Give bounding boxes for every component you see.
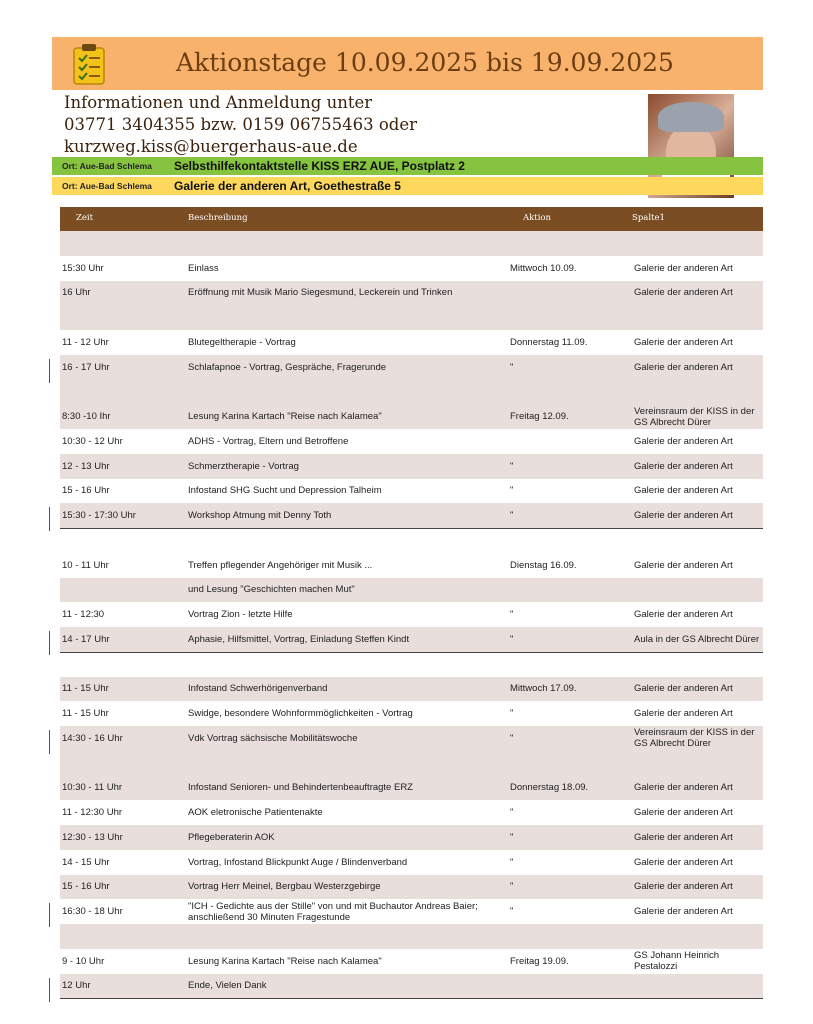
cell-aktion: Freitag 19.09.: [510, 955, 569, 967]
cell-spalte: Galerie der anderen Art: [634, 336, 733, 348]
location-bar-kiss: [52, 157, 763, 175]
cell-aktion: Donnerstag 18.09.: [510, 782, 589, 794]
table-row: [60, 949, 763, 974]
cell-zeit: 11 - 12 Uhr: [62, 336, 109, 348]
table-row: [60, 578, 763, 603]
cell-beschreibung: Vdk Vortrag sächsische Mobilitätswoche: [188, 732, 358, 744]
table-row: [60, 479, 763, 504]
cell-beschreibung: Schmerztherapie - Vortrag: [188, 460, 299, 472]
cell-spalte: GS Johann Heinrich Pestalozzi: [634, 950, 720, 973]
cell-beschreibung: Treffen pflegender Angehöriger mit Musik ...: [188, 559, 373, 571]
table-row: [60, 528, 763, 553]
header-spalte: Spalte1: [632, 213, 665, 223]
cell-spalte: Galerie der anderen Art: [634, 287, 733, 299]
cell-beschreibung: Swidge, besondere Wohnformmöglichkeiten - Vortrag: [188, 708, 413, 720]
table-row: [60, 751, 763, 776]
table-row: [60, 652, 763, 677]
cell-spalte: Galerie der anderen Art: [634, 460, 733, 472]
table-row: [60, 281, 763, 307]
cell-zeit: 12:30 - 13 Uhr: [62, 831, 123, 843]
cell-aktion: [510, 924, 630, 949]
cell-aktion: Donnerstag 11.09.: [510, 336, 588, 348]
cell-zeit: 10 - 11 Uhr: [62, 559, 109, 571]
cell-beschreibung: Schlafapnoe - Vortrag, Gespräche, Fragerunde: [188, 361, 387, 373]
cell-beschreibung: und Lesung "Geschichten machen Mut": [188, 584, 355, 596]
table-row: [60, 726, 763, 752]
cell-zeit: 10:30 - 12 Uhr: [62, 435, 123, 447]
cell-aktion: [510, 578, 630, 603]
cell-zeit: [62, 924, 182, 949]
table-row: [60, 454, 763, 479]
cell-aktion: ": [510, 485, 514, 497]
cell-spalte: [634, 231, 762, 256]
cell-zeit: 16 Uhr: [62, 287, 91, 299]
cell-zeit: 16 - 17 Uhr: [62, 361, 110, 373]
cell-beschreibung: Aphasie, Hilfsmittel, Vortrag, Einladung Steffen Kindt: [188, 633, 410, 645]
cell-beschreibung: Infostand Senioren- und Behindertenbeauftragte ERZ: [188, 782, 413, 794]
location-place: Selbsthilfekontaktstelle KISS ERZ AUE, Postplatz 2: [174, 159, 465, 173]
table-row: [60, 701, 763, 726]
cell-zeit: 12 Uhr: [62, 980, 91, 992]
header-zeit: Zeit: [76, 213, 94, 223]
cell-spalte: Galerie der anderen Art: [634, 856, 733, 868]
table-row: [60, 380, 763, 405]
email-address: kurzweg.kiss@buergerhaus-aue.de: [64, 137, 358, 156]
table-row: [60, 553, 763, 578]
table-row: [60, 256, 763, 281]
phone-numbers: 03771 3404355 bzw. 0159 06755463 oder: [64, 115, 417, 134]
cell-spalte: Galerie der anderen Art: [634, 881, 733, 893]
cell-zeit: 10:30 - 11 Uhr: [62, 782, 123, 794]
header-aktion: Aktion: [523, 213, 552, 223]
table-row: [60, 355, 763, 381]
cell-spalte: [634, 751, 762, 776]
cell-aktion: [510, 305, 630, 330]
cell-spalte: [634, 528, 762, 553]
cell-zeit: [62, 751, 182, 776]
cell-aktion: ": [510, 881, 514, 893]
header-beschreibung: Beschreibung: [188, 213, 248, 223]
cell-spalte: [634, 380, 762, 405]
table-row: [60, 875, 763, 900]
cell-aktion: ": [510, 906, 514, 918]
cell-zeit: 14 - 15 Uhr: [62, 856, 110, 868]
cell-zeit: [62, 652, 182, 677]
cell-zeit: 15:30 Uhr: [62, 262, 104, 274]
table-row: [60, 429, 763, 454]
cell-aktion: ": [510, 732, 514, 744]
table-row: [60, 800, 763, 825]
cell-spalte: Galerie der anderen Art: [634, 361, 733, 373]
cell-beschreibung: Infostand SHG Sucht und Depression Talheim: [188, 485, 382, 497]
cell-spalte: Galerie der anderen Art: [634, 831, 733, 843]
cell-aktion: [510, 751, 630, 776]
cell-zeit: 12 - 13 Uhr: [62, 460, 110, 472]
table-row: [60, 924, 763, 949]
cell-beschreibung: [188, 305, 508, 330]
table-row: [60, 776, 763, 801]
table-row: [60, 627, 763, 653]
cell-aktion: [510, 281, 630, 306]
cell-zeit: 15 - 16 Uhr: [62, 485, 110, 497]
cell-beschreibung: Vortrag, Infostand Blickpunkt Auge / Blindenverband: [188, 856, 408, 868]
cell-aktion: Mittwoch 10.09.: [510, 262, 577, 274]
cell-beschreibung: Ende, Vielen Dank: [188, 980, 267, 992]
cell-spalte: Galerie der anderen Art: [634, 807, 733, 819]
cell-zeit: 11 - 15 Uhr: [62, 708, 109, 720]
table-row: [60, 602, 763, 627]
cell-spalte: Galerie der anderen Art: [634, 559, 733, 571]
cell-zeit: 11 - 12:30: [62, 609, 105, 621]
cell-spalte: [634, 974, 762, 999]
cell-zeit: 8:30 -10 Ihr: [62, 411, 111, 423]
location-label: Ort: Aue-Bad Schlema: [62, 181, 152, 191]
colander-hat-image: [658, 102, 724, 132]
table-row: [60, 850, 763, 875]
cell-zeit: 15 - 16 Uhr: [62, 881, 110, 893]
cell-spalte: Vereinsraum der KISS in der GS Albrecht Dürer: [634, 727, 755, 750]
cell-spalte: Vereinsraum der KISS in der GS Albrecht Dürer: [634, 405, 755, 428]
cell-aktion: Mittwoch 17.09.: [510, 683, 577, 695]
cell-zeit: 14:30 - 16 Uhr: [62, 732, 123, 744]
cell-beschreibung: "ICH - Gedichte aus der Stille" von und mit Buchautor Andreas Baier; anschließend 30 Minuten Fragestunde: [188, 900, 478, 923]
cell-beschreibung: Pflegeberaterin AOK: [188, 831, 275, 843]
cell-zeit: [62, 528, 182, 553]
cell-aktion: [510, 380, 630, 405]
table-row: [60, 825, 763, 850]
cell-aktion: ": [510, 609, 514, 621]
cell-beschreibung: Vortrag Zion - letzte Hilfe: [188, 609, 293, 621]
table-row: [60, 330, 763, 355]
cell-beschreibung: [188, 652, 508, 677]
cell-spalte: Galerie der anderen Art: [634, 708, 733, 720]
cell-spalte: Galerie der anderen Art: [634, 262, 733, 274]
cell-aktion: ": [510, 633, 514, 645]
table-row: [60, 503, 763, 529]
cell-spalte: [634, 578, 762, 603]
location-label: Ort: Aue-Bad Schlema: [62, 161, 152, 171]
location-place: Galerie der anderen Art, Goethestraße 5: [174, 179, 401, 193]
cell-aktion: ": [510, 460, 514, 472]
cell-zeit: 16:30 - 18 Uhr: [62, 906, 123, 918]
cell-zeit: [62, 578, 182, 603]
location-bar-galerie: [52, 177, 763, 195]
checklist-icon: [72, 43, 106, 85]
cell-beschreibung: [188, 751, 508, 776]
cell-beschreibung: [188, 231, 508, 256]
cell-aktion: ": [510, 510, 514, 522]
cell-beschreibung: Lesung Karina Kartach "Reise nach Kalamea": [188, 411, 382, 423]
cell-beschreibung: [188, 380, 508, 405]
cell-beschreibung: Vortrag Herr Meinel, Bergbau Westerzgebirge: [188, 881, 381, 893]
table-row: [60, 231, 763, 256]
cell-zeit: 11 - 12:30 Uhr: [62, 807, 123, 819]
table-row: [60, 404, 763, 429]
cell-aktion: [510, 429, 630, 454]
cell-aktion: [510, 528, 630, 553]
cell-spalte: Galerie der anderen Art: [634, 906, 733, 918]
table-row: [60, 974, 763, 1000]
cell-zeit: [62, 231, 182, 256]
cell-spalte: Aula in der GS Albrecht Dürer: [634, 633, 760, 645]
cell-aktion: ": [510, 856, 514, 868]
table-header: [60, 207, 763, 231]
cell-beschreibung: Eröffnung mit Musik Mario Siegesmund, Leckerein und Trinken: [188, 287, 453, 299]
cell-beschreibung: Infostand Schwerhörigenverband: [188, 683, 328, 695]
cell-spalte: Galerie der anderen Art: [634, 510, 733, 522]
cell-beschreibung: Blutegeltherapie - Vortrag: [188, 336, 296, 348]
cell-zeit: 14 - 17 Uhr: [62, 633, 110, 645]
table-row: [60, 899, 763, 924]
cell-aktion: ": [510, 361, 514, 373]
cell-aktion: ": [510, 708, 514, 720]
cell-beschreibung: [188, 528, 508, 553]
table-row: [60, 677, 763, 702]
cell-aktion: [510, 652, 630, 677]
cell-beschreibung: Workshop Atmung mit Denny Toth: [188, 510, 332, 522]
title-banner: [52, 37, 763, 90]
cell-spalte: Galerie der anderen Art: [634, 609, 733, 621]
cell-zeit: 15:30 - 17:30 Uhr: [62, 510, 136, 522]
cell-aktion: [510, 231, 630, 256]
cell-beschreibung: [188, 924, 508, 949]
cell-beschreibung: Einlass: [188, 262, 219, 274]
cell-spalte: [634, 924, 762, 949]
cell-beschreibung: AOK eletronische Patientenakte: [188, 807, 323, 819]
cell-aktion: [510, 974, 630, 999]
contact-info: [64, 92, 624, 158]
cell-spalte: [634, 305, 762, 330]
cell-aktion: ": [510, 831, 514, 843]
cell-zeit: [62, 305, 182, 330]
cell-spalte: Galerie der anderen Art: [634, 435, 733, 447]
cell-zeit: 11 - 15 Uhr: [62, 683, 109, 695]
info-line: Informationen und Anmeldung unter: [64, 93, 373, 112]
cell-beschreibung: Lesung Karina Kartach "Reise nach Kalamea": [188, 955, 382, 967]
cell-zeit: [62, 380, 182, 405]
cell-spalte: Galerie der anderen Art: [634, 485, 733, 497]
cell-aktion: ": [510, 807, 514, 819]
cell-beschreibung: ADHS - Vortrag, Eltern und Betroffene: [188, 435, 349, 447]
page-title: Aktionstage 10.09.2025 bis 19.09.2025: [176, 48, 674, 77]
cell-spalte: Galerie der anderen Art: [634, 782, 733, 794]
cell-spalte: Galerie der anderen Art: [634, 683, 733, 695]
table-row: [60, 305, 763, 330]
cell-spalte: [634, 652, 762, 677]
cell-aktion: Freitag 12.09.: [510, 411, 569, 423]
cell-zeit: 9 - 10 Uhr: [62, 955, 105, 967]
cell-aktion: Dienstag 16.09.: [510, 559, 577, 571]
